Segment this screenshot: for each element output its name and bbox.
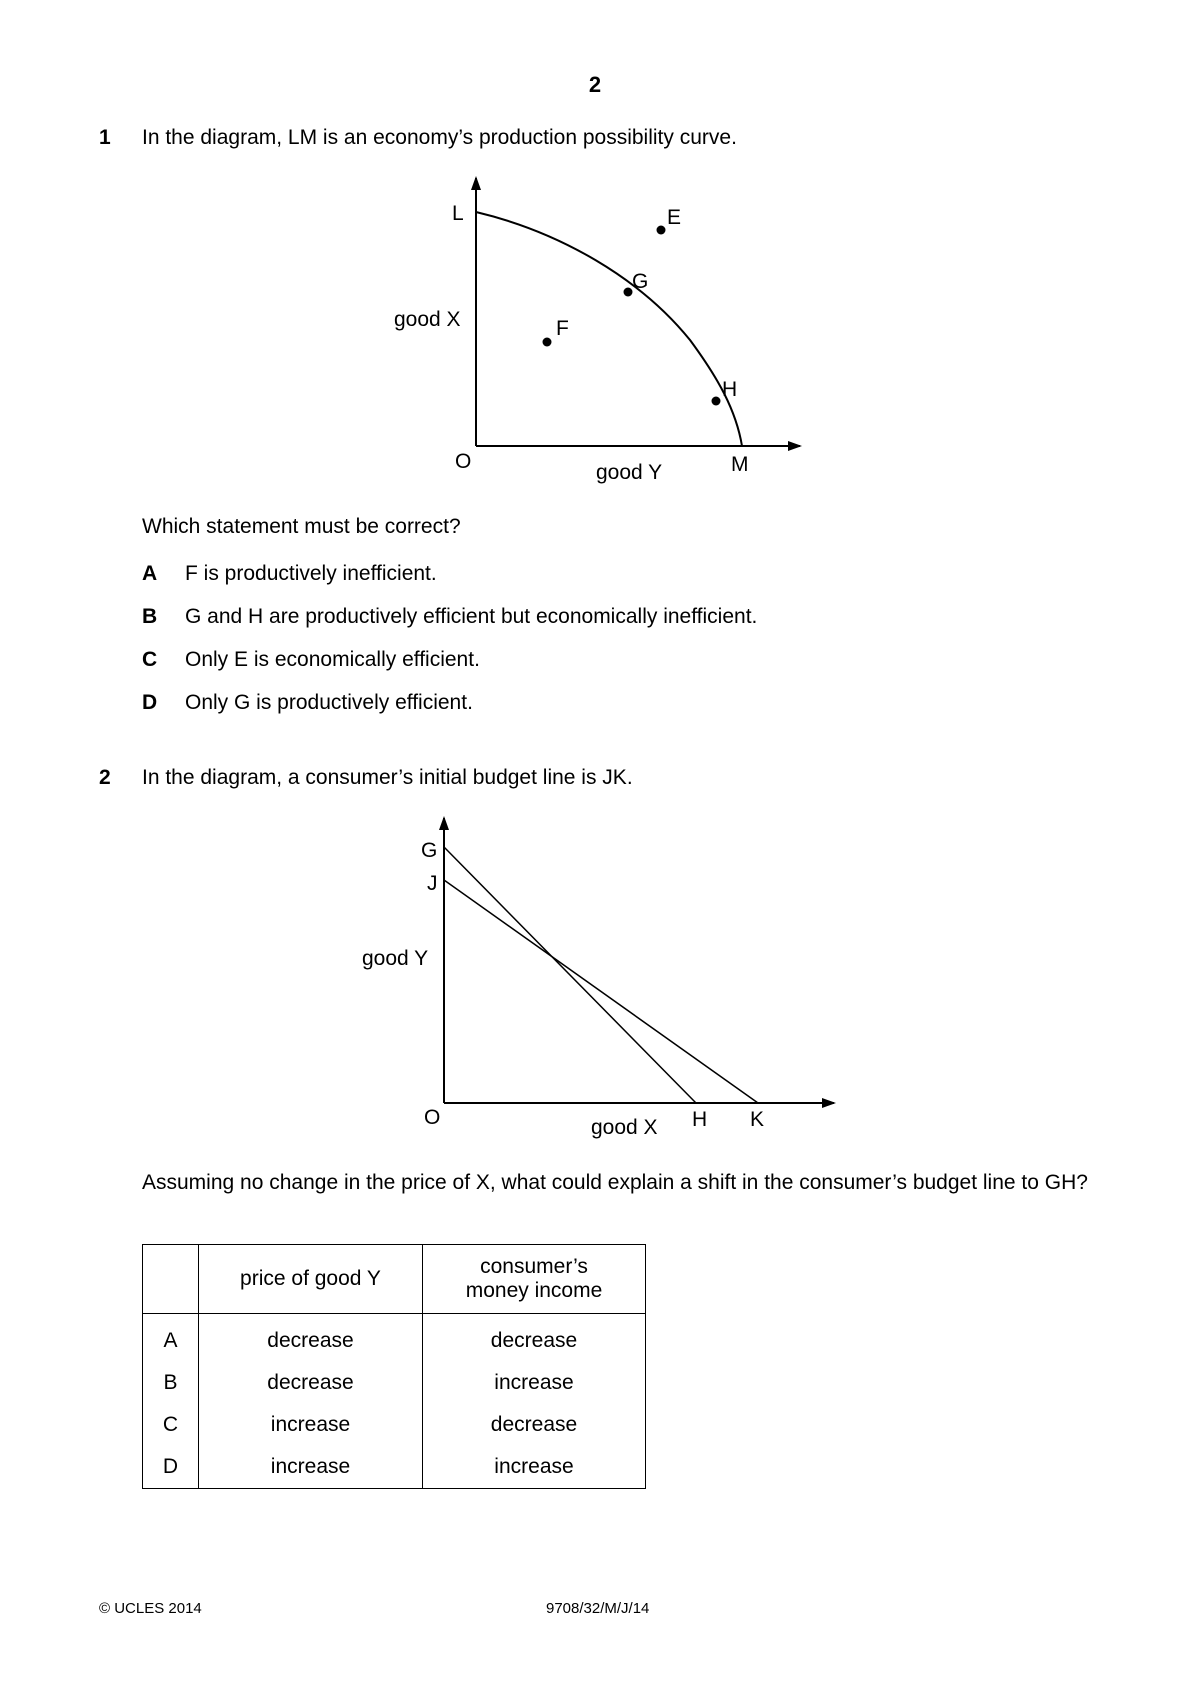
question-1-text: In the diagram, LM is an economy’s production possibility curve. [142, 126, 737, 149]
budget-line-jk [444, 880, 758, 1103]
budget-line-diagram [0, 800, 1190, 1150]
answer-row-income: increase [423, 1446, 646, 1489]
footer-copyright: © UCLES 2014 [99, 1600, 202, 1617]
answer-row-letter: D [143, 1446, 199, 1489]
answer-row-income: increase [423, 1362, 646, 1404]
q1-option-c-letter: C [142, 648, 158, 671]
question-2-text: In the diagram, a consumer’s initial budget line is JK. [142, 766, 633, 789]
ppc-label-l: L [452, 202, 464, 225]
budget-label-j: J [427, 872, 438, 895]
point-h-dot [712, 397, 721, 406]
answer-table-header-income [423, 1245, 646, 1314]
budget-x-axis-label: good X [591, 1116, 658, 1139]
q1-option-a-text: F is productively inefficient. [185, 562, 437, 585]
answer-row-letter: C [143, 1404, 199, 1446]
q1-option-c-text: Only E is economically efficient. [185, 648, 480, 671]
ppc-label-g: G [632, 270, 649, 293]
ppc-label-h: H [722, 378, 738, 401]
budget-y-axis-label: good Y [362, 947, 429, 970]
answer-table-header-income-text: consumer’s money income [465, 1255, 603, 1302]
answer-table-header-blank [143, 1245, 199, 1314]
answer-table-row [143, 1404, 646, 1446]
answer-table-header-row [143, 1245, 646, 1314]
point-e-dot [657, 226, 666, 235]
answer-row-letter: A [143, 1314, 199, 1363]
q1-option-d-text: Only G is productively efficient. [185, 691, 473, 714]
q1-option-a-letter: A [142, 562, 158, 585]
ppc-label-f: F [556, 317, 569, 340]
ppc-diagram [0, 0, 1190, 520]
budget-line-gh [444, 847, 696, 1103]
budget-label-g: G [421, 839, 438, 862]
answer-row-price: decrease [199, 1314, 423, 1363]
answer-row-letter: B [143, 1362, 199, 1404]
answer-row-income: decrease [423, 1314, 646, 1363]
ppc-y-axis-label: good X [394, 308, 461, 331]
ppc-origin-label: O [455, 450, 472, 473]
answer-table-row [143, 1446, 646, 1489]
answer-table-row [143, 1314, 646, 1363]
page-number: 2 [588, 72, 602, 97]
q1-option-b-text: G and H are productively efficient but economically inefficient. [185, 605, 758, 628]
answer-row-price: increase [199, 1404, 423, 1446]
answer-table-row [143, 1362, 646, 1404]
budget-label-h: H [692, 1108, 708, 1131]
question-1-prompt: Which statement must be correct? [142, 515, 461, 538]
answer-row-price: decrease [199, 1362, 423, 1404]
question-1-number: 1 [99, 126, 111, 149]
budget-origin-label: O [424, 1106, 441, 1129]
ppc-label-e: E [667, 206, 682, 229]
answer-table-header-price: price of good Y [199, 1245, 423, 1314]
question-2-prompt: Assuming no change in the price of X, what could explain a shift in the consumer’s budget line to GH? [142, 1171, 1088, 1194]
answer-table [142, 1244, 646, 1489]
ppc-x-axis-label: good Y [596, 461, 663, 484]
q1-option-b-letter: B [142, 605, 158, 628]
ppc-label-m: M [731, 453, 749, 476]
answer-row-price: increase [199, 1446, 423, 1489]
q1-option-d-letter: D [142, 691, 158, 714]
point-f-dot [543, 338, 552, 347]
answer-row-income: decrease [423, 1404, 646, 1446]
question-2-number: 2 [99, 766, 111, 789]
footer-code: 9708/32/M/J/14 [546, 1600, 650, 1617]
budget-label-k: K [750, 1108, 765, 1131]
ppc-curve [476, 212, 742, 446]
